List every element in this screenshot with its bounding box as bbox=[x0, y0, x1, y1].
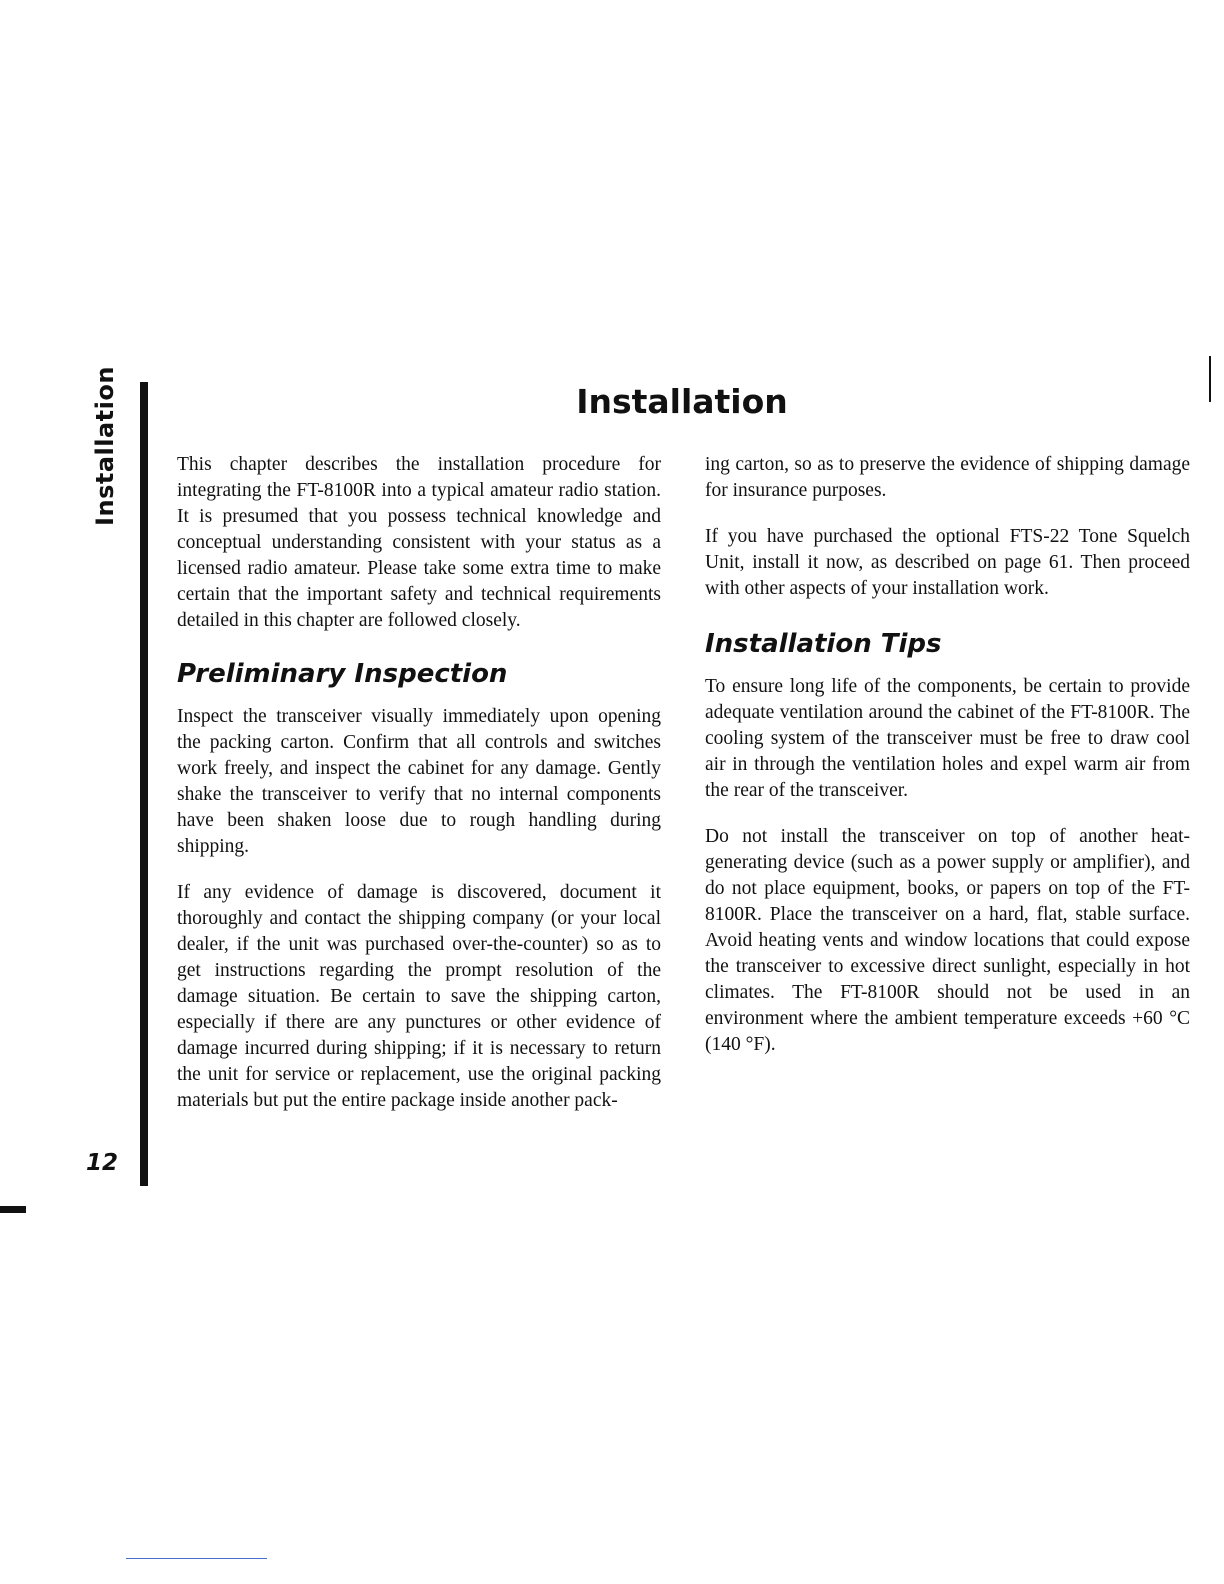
margin-bar bbox=[140, 382, 148, 1186]
left-column bbox=[177, 452, 661, 1134]
intro-paragraph: This chapter describes the installation procedure for integrating the FT-8100R into a typical amateur radio station. It is presumed that you possess technical knowledge and conceptual understanding consistent with your status as a licensed radio amateur. Please take some extra time to make certain that the important safety and technical requirements detailed in this chapter are followed closely. bbox=[177, 454, 661, 631]
installation-tips-heading: Installation Tips bbox=[705, 629, 942, 659]
inspection-paragraph-2-start: If any evidence of damage is discovered, document it thoroughly and contact the shipping company (or your local dealer, if the unit was purchased over-the-counter) so as to get instructions regarding the prompt resolution of the damage situation. Be certain to save the shipping carton, especially if there are any punctures or other evidence of damage incurred during shipping; if it is necessary to return the unit for service or replacement, use the original packing materials but put the entire package inside another pack- bbox=[177, 882, 661, 1111]
bottom-rule bbox=[126, 1558, 267, 1559]
tips-paragraph-2: Do not install the transceiver on top of another heat-generating device (such as a power supply or amplifier), and do not place equipment, books, or papers on top of the FT-8100R. Place the transceiver on a hard, flat, stable surface. Avoid heating vents and window locations that could expose the transceiver to excessive direct sunlight, especially in hot climates. The FT-8100R should not be used in an environment where the ambient temperature exceeds +60 °C (140 °F). bbox=[705, 826, 1190, 1055]
inspection-paragraph-3: If you have purchased the optional FTS-22 Tone Squelch Unit, install it now, as described on page 61. Then proceed with other aspects of your installation work. bbox=[705, 526, 1190, 599]
inspection-paragraph-1: Inspect the transceiver visually immediately upon opening the packing carton. Confirm that all controls and switches work freely, and inspect the cabinet for any damage. Gently shake the transceiver to verify that no internal components have been shaken loose due to rough handling during shipping. bbox=[177, 706, 661, 857]
corner-mark bbox=[0, 1206, 26, 1213]
page-title: Installation bbox=[576, 382, 788, 421]
preliminary-inspection-heading: Preliminary Inspection bbox=[177, 659, 508, 689]
side-tab-label: Installation bbox=[91, 366, 119, 526]
inspection-paragraph-2-end: ing carton, so as to preserve the evidence of shipping damage for insurance purposes. bbox=[705, 454, 1190, 501]
right-column bbox=[705, 452, 1190, 1078]
tips-paragraph-1: To ensure long life of the components, be certain to provide adequate ventilation around the cabinet of the FT-8100R. The cooling system of the transceiver must be free to draw cool air in through the ventilation holes and expel warm air from the rear of the transceiver. bbox=[705, 676, 1190, 801]
page-number: 12 bbox=[86, 1150, 119, 1176]
